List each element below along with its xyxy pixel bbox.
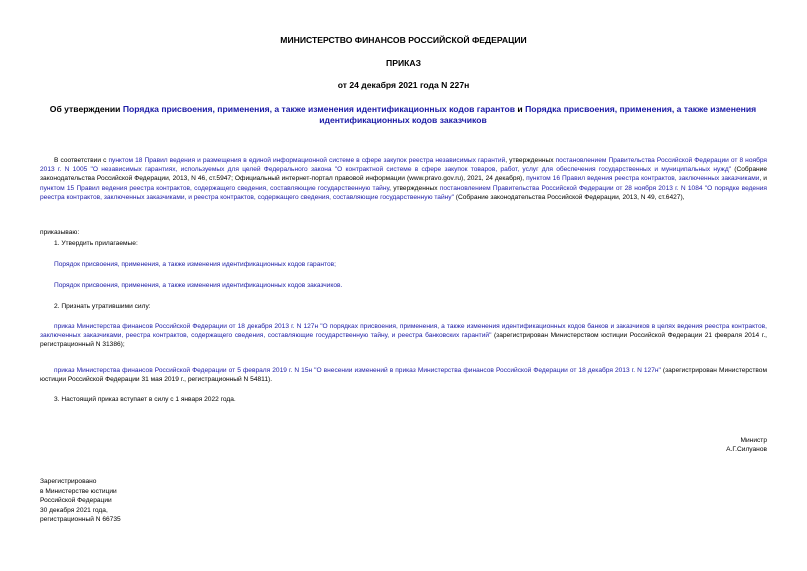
link-rules-secret-contracts-p15[interactable]: пунктом 15 Правил ведения реестра контрактов, содержащего сведения, составляющие государственную тайну xyxy=(40,184,390,192)
registration-line-5: регистрационный N 66735 xyxy=(40,516,121,524)
revoked-order-127n xyxy=(40,322,767,350)
link-order-15n[interactable]: приказ Министерства финансов Российской Федерации от 5 февраля 2019 г. N 15н "О внесении изменений в приказ Министерства финансов Российской Федерации от 18 декабря 2013 г. N 127н" xyxy=(54,367,661,374)
registration-line-2: в Министерстве юстиции xyxy=(40,487,117,495)
link-resolution-1005[interactable]: постановлением Правительства Российской Федерации от 8 ноября 2013 г. N 1005 "О независимых гарантиях, используемых для целей Федерального закона "О контрактной системе в сфере закупок товаров, работ, услуг для обеспечения государственных и муниципальных нужд" xyxy=(40,157,768,174)
link-customers-order[interactable]: Порядок присвоения, применения, а также изменения идентификационных кодов заказчиков. xyxy=(54,282,343,289)
link-rules-contracts-p16[interactable]: пунктом 16 Правил ведения реестра контрактов, заключенных заказчиками xyxy=(526,175,760,183)
registration-line-4: 30 декабря 2021 года, xyxy=(40,506,108,514)
preamble-text-5: , утвержденных xyxy=(389,184,440,192)
subject-prefix: Об утверждении xyxy=(49,104,123,114)
registration-line-1: Зарегистрировано xyxy=(40,478,97,485)
subject-link-customers-order[interactable]: Порядка присвоения, применения, а также изменения идентификационных кодов заказчиков xyxy=(319,104,757,125)
link-resolution-1084[interactable]: постановлением Правительства Российской Федерации от 28 ноября 2013 г. N 1084 "О порядке ведения реестра контрактов, заключенных заказчиками, и реестра контрактов, содержащего сведения, составляющие государственную тайну" xyxy=(40,184,767,201)
item-2-revoke: 2. Признать утратившими силу: xyxy=(54,303,151,310)
preamble-paragraph xyxy=(40,156,767,202)
signature-block xyxy=(726,436,767,454)
preamble-text-6: (Собрание законодательства Российской Федерации, 2013, N 49, ст.6427), xyxy=(453,193,685,201)
revoked-order-15n xyxy=(40,366,767,384)
date-number-heading: от 24 декабря 2021 года N 227н xyxy=(337,80,470,90)
item-3-effective-date: 3. Настоящий приказ вступает в силу с 1 января 2022 года. xyxy=(54,396,236,403)
link-rules-guarantees-p18[interactable]: пунктом 18 Правил ведения и размещения в единой информационной системе в сфере закупок реестра независимых гарантий xyxy=(108,157,506,164)
subject-middle: и xyxy=(515,104,526,114)
document-subject xyxy=(40,104,766,126)
signature-name: А.Г.Силуанов xyxy=(726,446,767,454)
link-order-127n[interactable]: приказ Министерства финансов Российской Федерации от 18 декабря 2013 г. N 127н "О порядках присвоения, применения, а также изменения идентификационных кодов банков и заказчиков в целях ведения реестра контрактов, заключенных заказчиками, реестра контрактов, содержащего сведения, составляющие государственную тайну, и реестра банковских гарантий" xyxy=(40,323,767,340)
registration-line-3: Российской Федерации xyxy=(40,497,112,505)
signature-title: Министр xyxy=(740,437,767,444)
subject-link-guarantors-order[interactable]: Порядка присвоения, применения, а также изменения идентификационных кодов гарантов xyxy=(122,104,516,114)
item-1-approve: 1. Утвердить прилагаемые: xyxy=(54,240,138,247)
preamble-text-4: , и xyxy=(759,175,767,183)
preamble-text-3: (Собрание законодательства Российской Федерации, 2013, N 46, ст.5947; Официальный интернет-портал правовой информации (www.pravo.gov.ru), 2021, 24 декабря), xyxy=(40,166,767,183)
preamble-text-2: , утвержденных xyxy=(505,157,556,164)
revoked-order-15n-registration: (зарегистрирован Министерством юстиции Российской Федерации 31 мая 2019 г., регистрационный N 54811). xyxy=(40,367,767,384)
orders-word: приказываю: xyxy=(40,229,80,236)
registration-block xyxy=(40,477,121,525)
preamble-text-1: В соответствии с xyxy=(54,157,109,164)
ministry-heading: МИНИСТЕРСТВО ФИНАНСОВ РОССИЙСКОЙ ФЕДЕРАЦИИ xyxy=(280,35,527,45)
link-guarantors-order[interactable]: Порядок присвоения, применения, а также изменения идентификационных кодов гарантов; xyxy=(54,261,336,268)
revoked-order-127n-registration: (зарегистрирован Министерством юстиции Российской Федерации 21 февраля 2014 г., регистрационный N 31386); xyxy=(40,332,767,349)
doc-type-heading: ПРИКАЗ xyxy=(386,58,421,68)
